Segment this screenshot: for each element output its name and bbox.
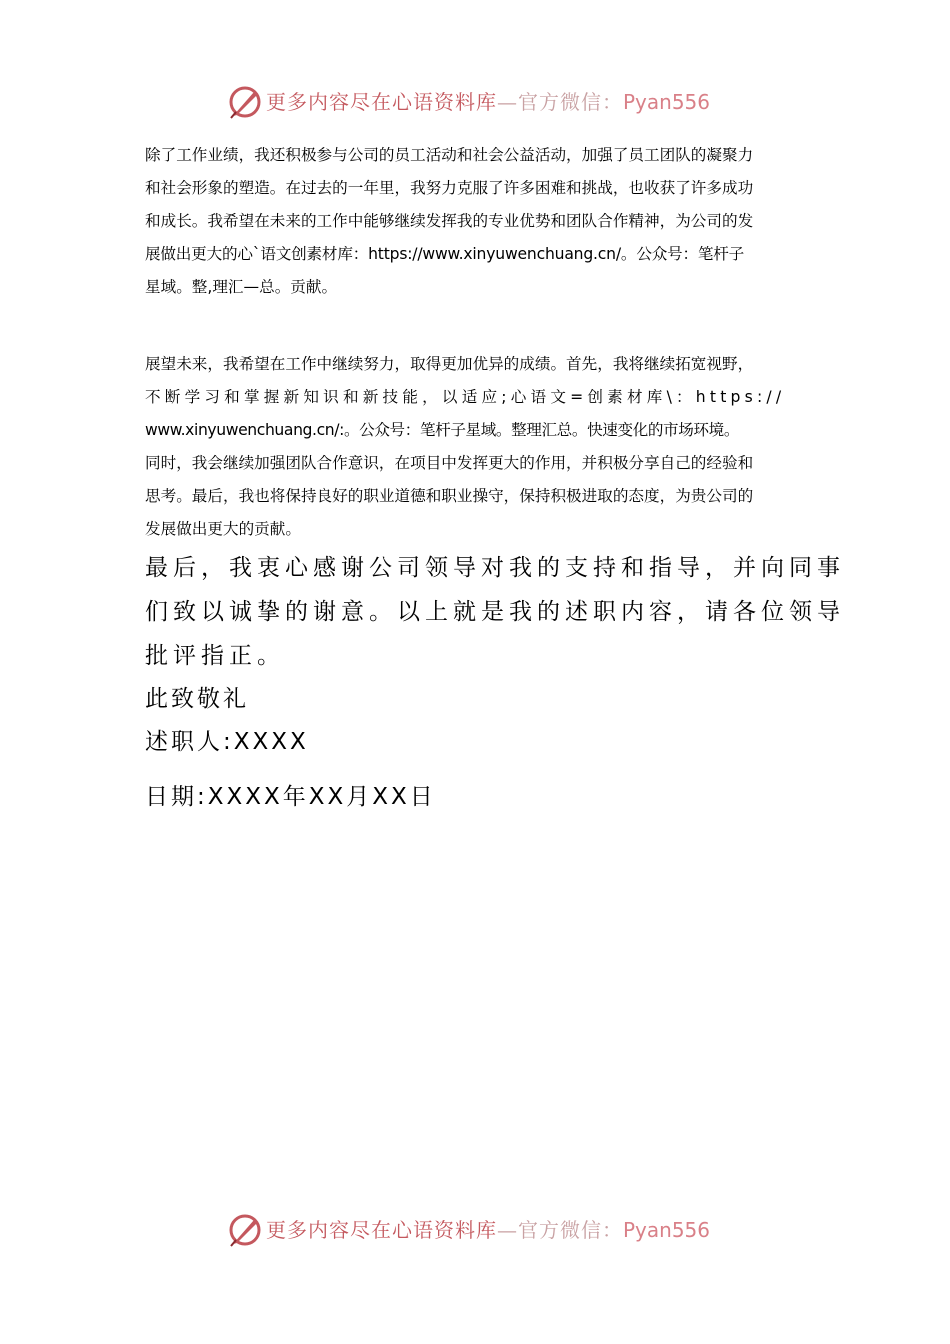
paragraph-1-line: 展做出更大的心`语文创素材库：https://www.xinyuwenchuang.cn/。公众号：笔杆子 [145, 245, 745, 263]
paragraph-1 [145, 139, 807, 304]
header-dash: — [497, 90, 518, 114]
footer-banner [0, 1210, 950, 1254]
footer-wechat-id: Pyan556 [623, 1218, 711, 1242]
footer-banner-text [266, 1216, 710, 1244]
paragraph-3 [145, 546, 845, 678]
paragraph-2-line: 思考。最后，我也将保持良好的职业道德和职业操守，保持积极进取的态度，为贵公司的 [145, 487, 754, 505]
header-banner [0, 82, 950, 126]
paragraph-1-line: 和社会形象的塑造。在过去的一年里，我努力克服了许多困难和挑战，也收获了许多成功 [145, 179, 754, 197]
paragraph-3-line: 最后，我衷心感谢公司领导对我的支持和指导，并向同事 [145, 555, 845, 581]
paragraph-2-line: www.xinyuwenchuang.cn/:。公众号：笔杆子星域。整理汇总。快速变化的市场环境。 [145, 421, 740, 439]
paragraph-1-line: 除了工作业绩，我还积极参与公司的员工活动和社会公益活动，加强了员工团队的凝聚力 [145, 146, 754, 164]
quill-logo-icon [227, 84, 263, 120]
closing-salute: 此致敬礼 [145, 686, 249, 712]
paragraph-2-line: 同时，我会继续加强团队合作意识，在项目中发挥更大的作用，并积极分享自己的经验和 [145, 454, 754, 472]
paragraph-2-line: 展望未来，我希望在工作中继续努力，取得更加优异的成绩。首先，我将继续拓宽视野， [145, 355, 754, 373]
paragraph-2 [145, 348, 807, 546]
paragraph-3-line: 批评指正。 [145, 643, 285, 669]
header-brand: 更多内容尽在心语资料库 [266, 90, 497, 114]
paragraph-3-line: 们致以诚挚的谢意。以上就是我的述职内容，请各位领导 [145, 599, 845, 625]
footer-wechat-label: 官方微信： [518, 1218, 623, 1242]
footer-brand: 更多内容尽在心语资料库 [266, 1218, 497, 1242]
date-line: 日期:XXXX年XX月XX日 [145, 784, 436, 810]
header-wechat-id: Pyan556 [623, 90, 711, 114]
signer-line: 述职人:XXXX [145, 729, 309, 755]
quill-logo-icon [227, 1212, 263, 1248]
header-wechat-label: 官方微信： [518, 90, 623, 114]
paragraph-1-line: 星域。整,理汇—总。贡献。 [145, 278, 338, 296]
paragraph-2-line: 不断学习和掌握新知识和新技能，以适应;心语文=创素材库\：https:// [145, 388, 786, 406]
paragraph-2-line: 发展做出更大的贡献。 [145, 520, 301, 538]
footer-dash: — [497, 1218, 518, 1242]
header-banner-text [266, 88, 710, 116]
paragraph-1-line: 和成长。我希望在未来的工作中能够继续发挥我的专业优势和团队合作精神，为公司的发 [145, 212, 754, 230]
